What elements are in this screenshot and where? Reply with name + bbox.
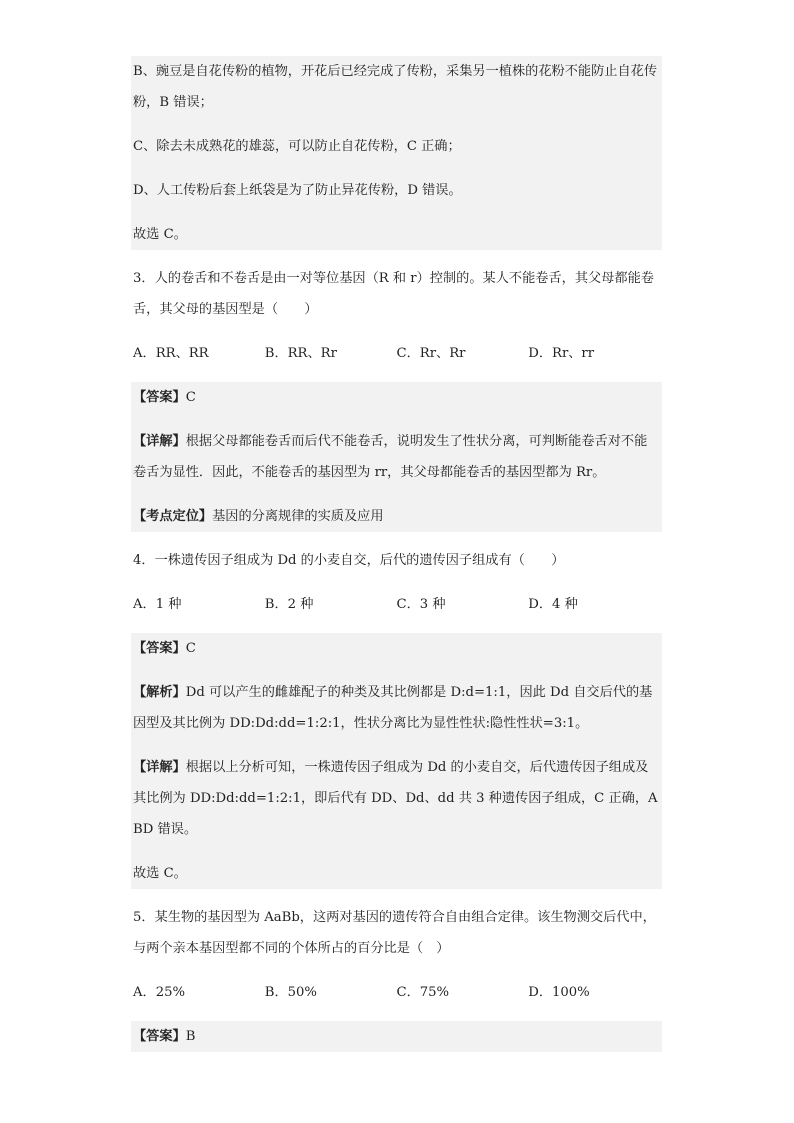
q4-analysis-text: Dd 可以产生的雌雄配子的种类及其比例都是 D:d=1:1，因此 Dd 自交后代的基因型及其比例为 DD:Dd:dd=1:2:1，性状分离比为显性性状:隐性性状=3:1。 bbox=[133, 685, 653, 731]
q4-conclusion: 故选 C。 bbox=[133, 866, 187, 881]
q3-detail-text: 根据父母都能卷舌而后代不能卷舌，说明发生了性状分离，可判断能卷舌对不能卷舌为显性．因此，不能卷舌的基因型为 rr，其父母都能卷舌的基因型都为 Rr。 bbox=[133, 434, 648, 480]
knowledge-point-tag: 【考点定位】 bbox=[133, 509, 213, 524]
q3-option-a: A．RR、RR bbox=[133, 346, 209, 361]
q3-option-c: C．Rr、Rr bbox=[396, 346, 466, 361]
q4-option-d: D．4 种 bbox=[528, 597, 578, 612]
analysis-tag: 【解析】 bbox=[133, 685, 186, 700]
q4-answer-value: C bbox=[185, 641, 196, 656]
q5-option-c: C．75% bbox=[396, 985, 450, 1000]
q3-solution-block bbox=[131, 382, 662, 532]
q4-option-c: C．3 种 bbox=[396, 597, 446, 612]
q3-answer bbox=[133, 382, 660, 413]
q4-detail bbox=[133, 752, 660, 845]
q3-knowledge-point bbox=[133, 501, 660, 532]
detail-tag: 【详解】 bbox=[133, 760, 186, 775]
q5-answer-value: B bbox=[185, 1029, 196, 1044]
q3-answer-value: C bbox=[185, 390, 196, 405]
analysis-line-b: B、豌豆是自花传粉的植物，开花后已经完成了传粉，采集另一植株的花粉不能防止自花传粉，B 错误； bbox=[133, 64, 657, 110]
answer-tag: 【答案】 bbox=[133, 1029, 186, 1044]
q5-option-b: B．50% bbox=[264, 985, 317, 1000]
q4-solution-block bbox=[131, 633, 662, 889]
q2-analysis-block bbox=[131, 56, 662, 250]
q3-detail bbox=[133, 426, 660, 488]
q3-stem: 3．人的卷舌和不卷舌是由一对等位基因（R 和 r）控制的。某人不能卷舌，其父母都能卷舌，其父母的基因型是（ ） bbox=[133, 271, 654, 317]
document-content bbox=[131, 56, 662, 1052]
q5-options bbox=[131, 977, 662, 1008]
analysis-conclusion: 故选 C。 bbox=[133, 227, 187, 242]
answer-tag: 【答案】 bbox=[133, 390, 186, 405]
q3-option-d: D．Rr、rr bbox=[528, 346, 595, 361]
q5-stem: 5．某生物的基因型为 AaBb，这两对基因的遗传符合自由组合定律。该生物测交后代中，与两个亲本基因型都不同的个体所占的百分比是（ ） bbox=[133, 910, 656, 956]
q5-option-d: D．100% bbox=[528, 985, 590, 1000]
q3-option-b: B．RR、Rr bbox=[264, 346, 337, 361]
q4-options bbox=[131, 589, 662, 620]
q3-knowledge-point-text: 基因的分离规律的实质及应用 bbox=[212, 509, 384, 524]
detail-tag: 【详解】 bbox=[133, 434, 186, 449]
q4-option-a: A．1 种 bbox=[133, 597, 182, 612]
q4-stem: 4．一株遗传因子组成为 Dd 的小麦自交，后代的遗传因子组成有（ ） bbox=[133, 553, 565, 568]
q3-options bbox=[131, 338, 662, 369]
q5-answer bbox=[133, 1021, 660, 1052]
q4-detail-text: 根据以上分析可知，一株遗传因子组成为 Dd 的小麦自交，后代遗传因子组成及其比例为 DD:Dd:dd=1:2:1，即后代有 DD、Dd、dd 共 3 种遗传因子组成，C 正确，ABD 错误。 bbox=[133, 760, 658, 837]
analysis-line-c: C、除去未成熟花的雄蕊，可以防止自花传粉，C 正确； bbox=[133, 139, 461, 154]
answer-tag: 【答案】 bbox=[133, 641, 186, 656]
q4-analysis bbox=[133, 677, 660, 739]
q4-answer bbox=[133, 633, 660, 664]
analysis-line-d: D、人工传粉后套上纸袋是为了防止异花传粉，D 错误。 bbox=[133, 183, 462, 198]
q5-option-a: A．25% bbox=[133, 985, 186, 1000]
q4-option-b: B．2 种 bbox=[264, 597, 314, 612]
q5-solution-block bbox=[131, 1021, 662, 1052]
